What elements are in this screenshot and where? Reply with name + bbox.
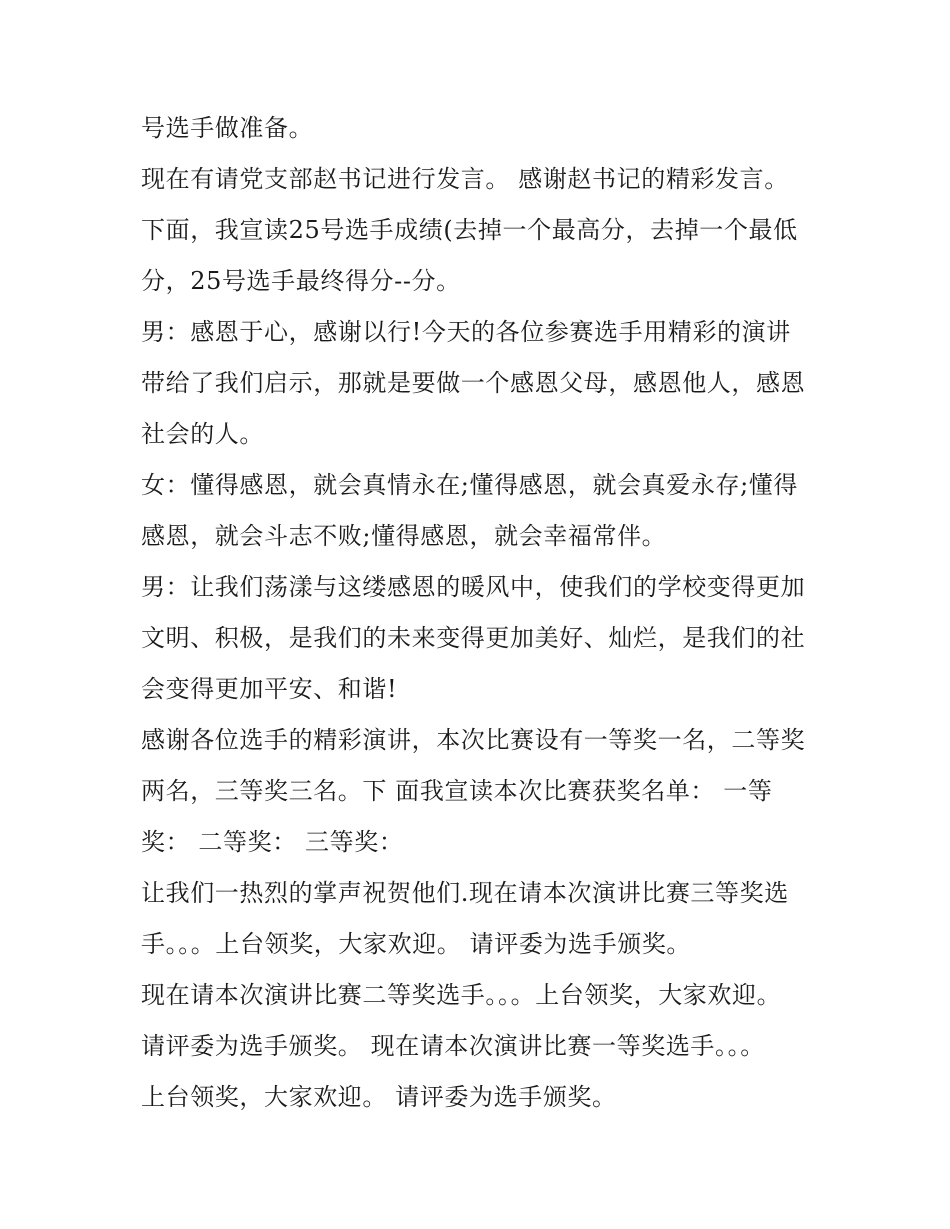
text-line: 文明、积极，是我们的未来变得更加美好、灿烂，是我们的社 [141,624,806,652]
text-line: 请评委为选手颁奖。 现在请本次演讲比赛一等奖选手。。。 [141,1032,765,1060]
text-line: 下面，我宣读25号选手成绩(去掉一个最高分，去掉一个最低 [141,216,798,244]
text-line: 手。。。上台领奖，大家欢迎。 请评委为选手颁奖。 [141,930,692,958]
text-line: 现在有请党支部赵书记进行发言。 感谢赵书记的精彩发言。 [141,165,789,193]
text-line: 男：让我们荡漾与这缕感恩的暖风中，使我们的学校变得更加 [141,573,806,601]
text-line: 带给了我们启示，那就是要做一个感恩父母，感恩他人，感恩 [141,369,806,397]
text-line: 号选手做准备。 [141,114,314,142]
text-line: 让我们一热烈的掌声祝贺他们.现在请本次演讲比赛三等奖选 [141,879,789,907]
text-line: 女：懂得感恩，就会真情永在;懂得感恩，就会真爱永存;懂得 [141,471,798,499]
text-line: 男：感恩于心，感谢以行!今天的各位参赛选手用精彩的演讲 [141,318,791,346]
text-line: 分，25号选手最终得分--分。 [141,267,461,295]
text-line: 奖： 二等奖： 三等奖： [141,828,404,856]
text-line: 社会的人。 [141,420,264,448]
text-line: 感恩，就会斗志不败;懂得感恩，就会幸福常伴。 [141,522,667,550]
text-line: 现在请本次演讲比赛二等奖选手。。。上台领奖，大家欢迎。 [141,981,782,1009]
text-line: 感谢各位选手的精彩演讲，本次比赛设有一等奖一名，二等奖 [141,726,806,754]
text-line: 会变得更加平安、和谐! [141,675,398,703]
text-line: 上台领奖，大家欢迎。 请评委为选手颁奖。 [141,1083,617,1111]
document-body [141,108,831,1128]
text-line: 两名，三等奖三名。下 面我宣读本次比赛获奖名单： 一等 [141,777,773,805]
